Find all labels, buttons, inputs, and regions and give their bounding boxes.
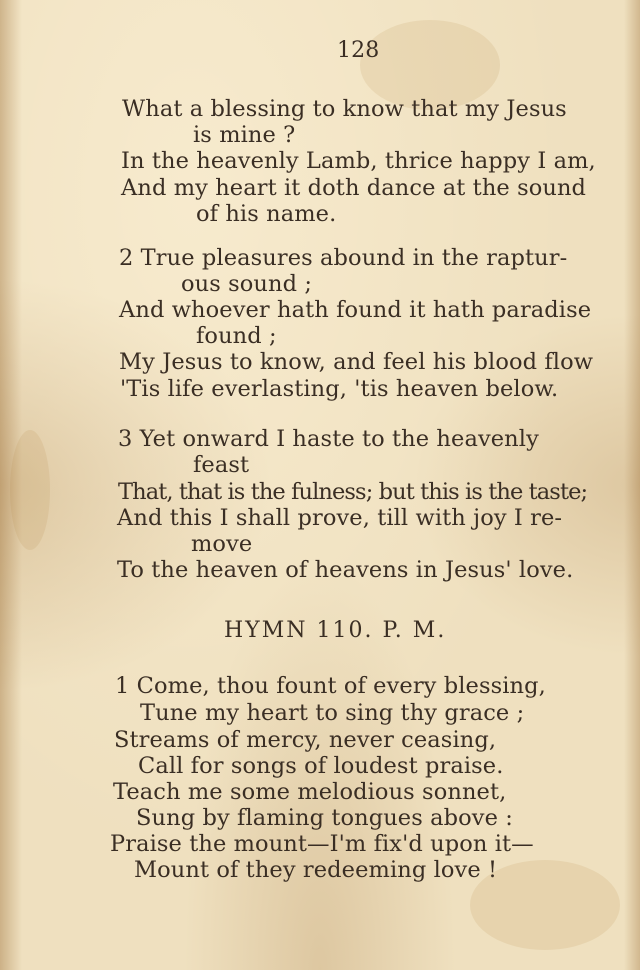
verse-line: What a blessing to know that my Jesus — [122, 96, 567, 122]
verse-line: is mine ? — [193, 122, 296, 148]
verse-line: 1 Come, thou fount of every blessing, — [115, 673, 546, 699]
verse-line: found ; — [196, 323, 277, 349]
verse-line: Teach me some melodious sonnet, — [113, 779, 507, 805]
verse-line: of his name. — [196, 201, 337, 227]
verse-line: To the heaven of heavens in Jesus' love. — [117, 557, 574, 583]
verse-line: 3 Yet onward I haste to the heavenly — [118, 426, 539, 452]
verse-line: feast — [193, 452, 250, 478]
verse-line: In the heavenly Lamb, thrice happy I am, — [121, 148, 596, 174]
verse-line: My Jesus to know, and feel his blood flow — [119, 349, 594, 375]
verse-line: That, that is the fulness; but this is the taste; — [118, 479, 588, 505]
verse-line: ous sound ; — [181, 271, 313, 297]
verse-line: Tune my heart to sing thy grace ; — [140, 700, 525, 726]
verse-line: Praise the mount—I'm fix'd upon it— — [110, 831, 534, 857]
verse-line: move — [191, 531, 253, 557]
verse-line: And this I shall prove, till with joy I re- — [117, 505, 563, 531]
verse-line: Streams of mercy, never ceasing, — [114, 727, 497, 753]
verse-line: And my heart it doth dance at the sound — [121, 175, 587, 201]
hymn-title: HYMN 110. P. M. — [224, 618, 447, 643]
paper-stain — [10, 430, 50, 550]
verse-line: And whoever hath found it hath paradise — [119, 297, 592, 323]
verse-line: 'Tis life everlasting, 'tis heaven below. — [120, 376, 559, 402]
verse-line: 2 True pleasures abound in the raptur- — [119, 245, 568, 271]
verse-line: Mount of they redeeming love ! — [134, 857, 498, 883]
verse-line: Sung by flaming tongues above : — [136, 805, 513, 831]
verse-line: Call for songs of loudest praise. — [138, 753, 504, 779]
page-edge-right — [624, 0, 640, 970]
page-number: 128 — [337, 38, 380, 63]
